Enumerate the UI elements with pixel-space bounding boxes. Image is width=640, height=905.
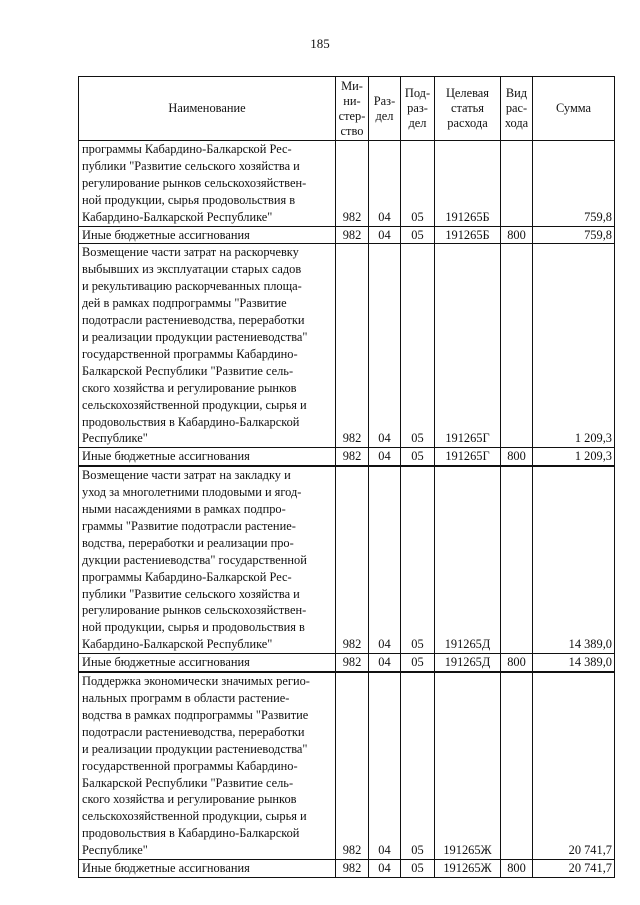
header-sum: Сумма [533,77,615,141]
table-row [79,672,615,859]
budget-table [78,76,615,878]
row-ministry-cell: 982 [336,672,369,859]
header-name: Наименование [79,77,336,141]
row-section-cell: 04 [369,226,401,244]
header-subsection: Под- раз- дел [401,77,435,141]
row-subsection-cell: 05 [401,672,435,859]
row-section-cell: 04 [369,244,401,448]
row-sum-cell: 20 741,7 [533,672,615,859]
row-target-cell: 191265Б [435,226,501,244]
row-section-cell: 04 [369,448,401,466]
row-target-cell: 191265Б [435,141,501,227]
row-expense-type-cell: 800 [501,860,533,878]
row-sum-cell: 759,8 [533,226,615,244]
row-subsection-cell: 05 [401,466,435,653]
table-row [79,244,615,448]
row-name-cell: Возмещение части затрат на закладку и уход за многолетними плодовыми и ягод- ными насаждениями в рамках подпро- граммы "Развитие подотрасли растение- водства, переработки и реализации про- дукции растениеводства" государственной программы Кабардино-Балкарской Рес- публики "Развитие сельского хозяйства и регулирование рынков сельскохозяйствен- ной продукции, сырья и продовольствия в Кабардино-Балкарской Республике" [79,466,336,653]
row-subsection-cell: 05 [401,860,435,878]
row-expense-type-cell: 800 [501,226,533,244]
row-target-cell: 191265Д [435,654,501,672]
row-name-cell: Иные бюджетные ассигнования [79,448,336,466]
row-target-cell: 191265Г [435,448,501,466]
row-ministry-cell: 982 [336,226,369,244]
row-expense-type-cell [501,466,533,653]
row-sum-cell: 20 741,7 [533,860,615,878]
row-subsection-cell: 05 [401,448,435,466]
row-ministry-cell: 982 [336,654,369,672]
row-section-cell: 04 [369,672,401,859]
row-sum-cell: 14 389,0 [533,466,615,653]
row-name-cell: Возмещение части затрат на раскорчевку выбывших из эксплуатации старых садов и рекультивацию раскорчеванных площа- дей в рамках подпрограммы "Развитие подотрасли растениеводства, переработки и реализации продукции растениеводства" государственной программы Кабардино- Балкарской Республики "Развитие сель- ского хозяйства и регулирование рынков сельскохозяйственной продукции, сырья и продовольствия в Кабардино-Балкарской Республике" [79,244,336,448]
row-name-cell: Иные бюджетные ассигнования [79,226,336,244]
row-sum-cell: 1 209,3 [533,448,615,466]
table-row [79,226,615,244]
row-target-cell: 191265Ж [435,860,501,878]
header-row [79,77,615,141]
table-row [79,860,615,878]
row-expense-type-cell [501,141,533,227]
row-name-cell: Иные бюджетные ассигнования [79,654,336,672]
header-ministry: Ми- ни- стер- ство [336,77,369,141]
header-expense-type: Вид рас- хода [501,77,533,141]
row-expense-type-cell: 800 [501,654,533,672]
row-sum-cell: 1 209,3 [533,244,615,448]
table-row [79,448,615,466]
row-subsection-cell: 05 [401,141,435,227]
page-number: 185 [310,36,330,51]
table-body [79,141,615,878]
header-section: Раз- дел [369,77,401,141]
table-row [79,466,615,653]
row-ministry-cell: 982 [336,141,369,227]
row-ministry-cell: 982 [336,448,369,466]
table-row [79,141,615,227]
row-ministry-cell: 982 [336,244,369,448]
row-sum-cell: 759,8 [533,141,615,227]
row-expense-type-cell [501,672,533,859]
row-sum-cell: 14 389,0 [533,654,615,672]
row-section-cell: 04 [369,654,401,672]
row-name-cell: Иные бюджетные ассигнования [79,860,336,878]
row-name-cell: программы Кабардино-Балкарской Рес- публики "Развитие сельского хозяйства и регулирование рынков сельскохозяйствен- ной продукции, сырья продовольствия в Кабардино-Балкарской Республике" [79,141,336,227]
row-ministry-cell: 982 [336,860,369,878]
row-subsection-cell: 05 [401,654,435,672]
row-target-cell: 191265Ж [435,672,501,859]
table-header [79,77,615,141]
row-target-cell: 191265Д [435,466,501,653]
table-row [79,654,615,672]
row-section-cell: 04 [369,141,401,227]
row-ministry-cell: 982 [336,466,369,653]
row-section-cell: 04 [369,860,401,878]
row-subsection-cell: 05 [401,244,435,448]
row-target-cell: 191265Г [435,244,501,448]
row-expense-type-cell [501,244,533,448]
row-name-cell: Поддержка экономически значимых регио- нальных программ в области растение- водства в рамках подпрограммы "Развитие подотрасли растениеводства, переработки и реализации продукции растениеводства" государственной программы Кабардино- Балкарской Республики "Развитие сель- ского хозяйства и регулирование рынков сельскохозяйственной продукции, сырья и продовольствия в Кабардино-Балкарской Республике" [79,672,336,859]
header-target: Целевая статья расхода [435,77,501,141]
row-section-cell: 04 [369,466,401,653]
row-subsection-cell: 05 [401,226,435,244]
row-expense-type-cell: 800 [501,448,533,466]
